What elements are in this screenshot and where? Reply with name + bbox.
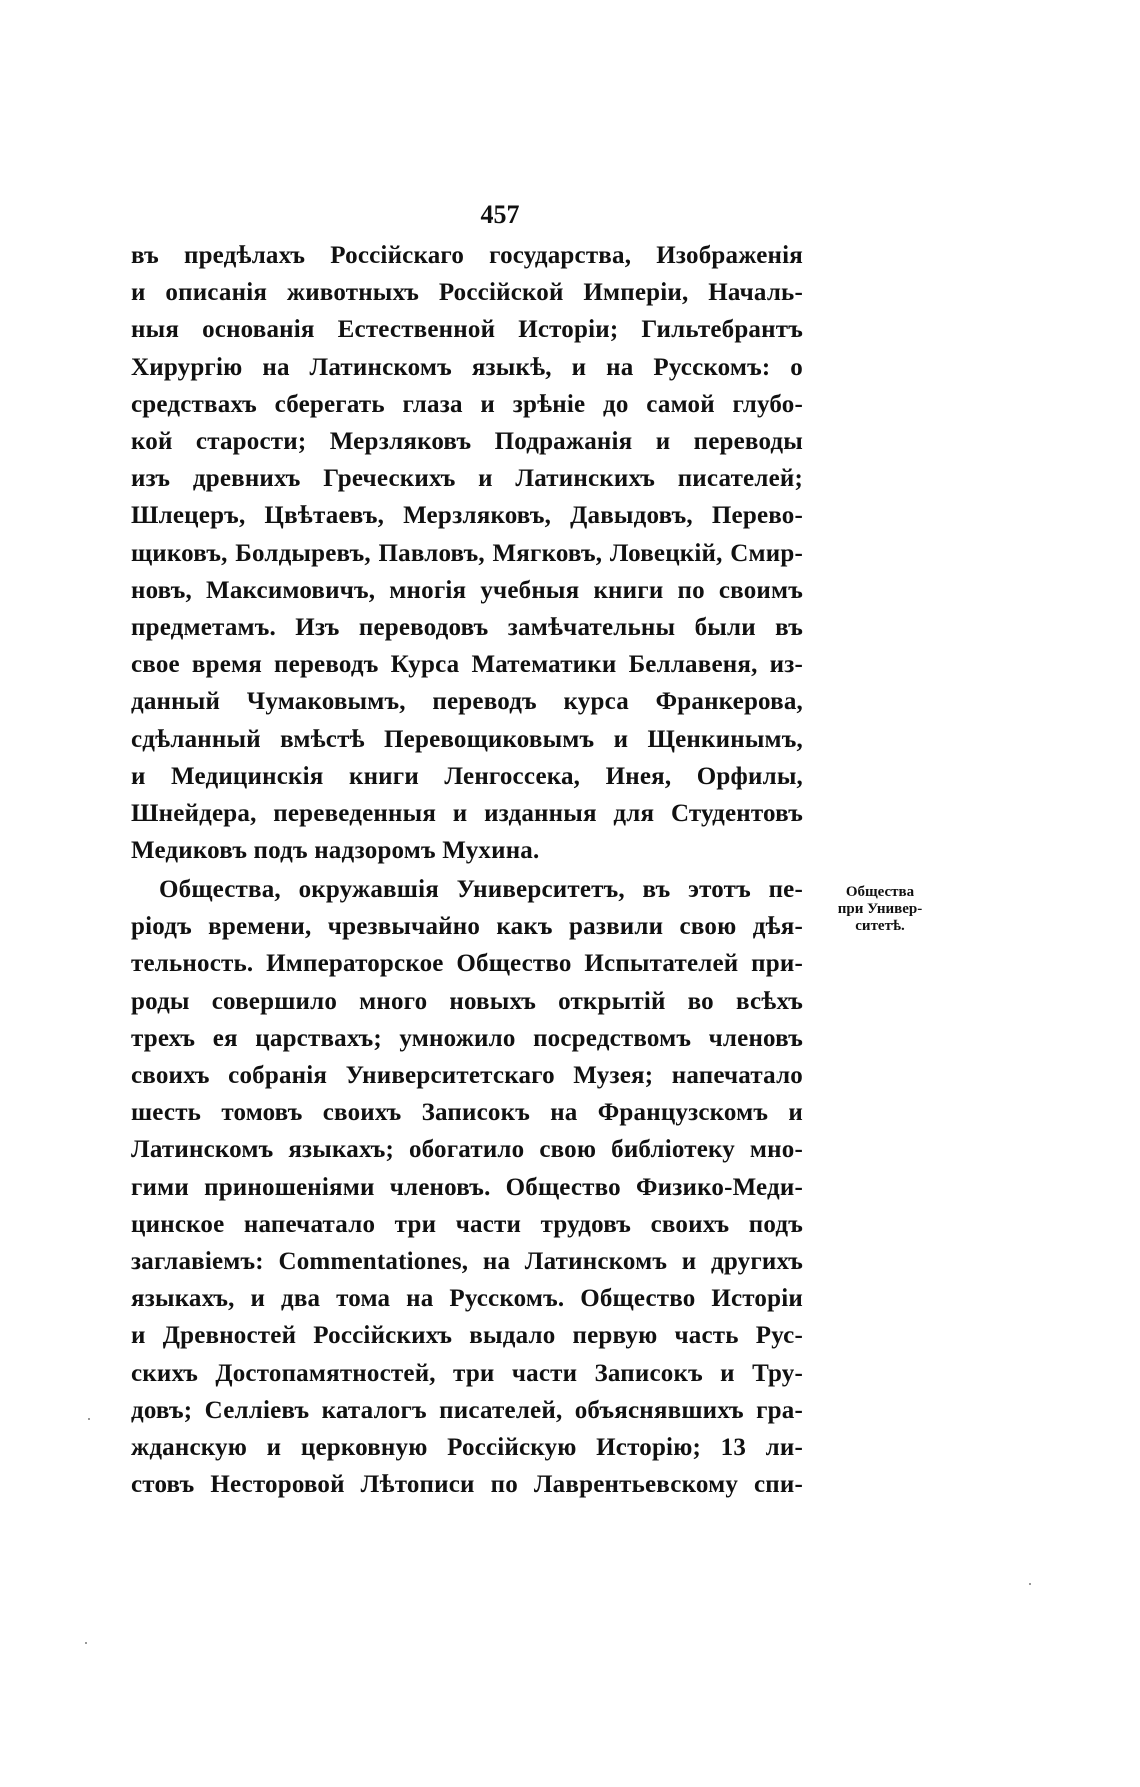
text-line: кой старости; Мерзляковъ Подражанія и переводы: [131, 428, 803, 456]
page-number: 457: [480, 200, 520, 229]
speck: [1029, 1583, 1031, 1585]
text-line: языкахъ, и два тома на Русскомъ. Общество Исторіи: [131, 1285, 803, 1313]
text-line: и описанія животныхъ Россійской Имперіи, Началь-: [131, 279, 803, 307]
text-line: Шнейдера, переведенныя и изданныя для Студентовъ: [131, 800, 803, 828]
text-line: изъ древнихъ Греческихъ и Латинскихъ писателей;: [131, 465, 803, 493]
text-line: шесть томовъ своихъ Записокъ на Французскомъ и: [131, 1099, 803, 1127]
text-line: тельность. Императорское Общество Испытателей при-: [131, 950, 803, 978]
text-line: свое время переводъ Курса Математики Беллавеня, из-: [131, 651, 803, 679]
text-line: Общества, окружавшія Университетъ, въ этотъ пе-: [159, 876, 803, 903]
paragraph-continuation: [131, 237, 803, 869]
text-line: Шлецеръ, Цвѣтаевъ, Мерзляковъ, Давыдовъ, Перево-: [131, 502, 803, 530]
text-line: Латинскомъ языкахъ; обогатило свою библіотеку мно-: [131, 1136, 803, 1164]
text-line: данный Чумаковымъ, переводъ курса Франкерова,: [131, 688, 803, 716]
text-line: стовъ Несторовой Лѣтописи по Лаврентьевскому спи-: [131, 1471, 803, 1499]
text-line: жданскую и церковную Россійскую Исторію; 13 ли-: [131, 1434, 803, 1462]
text-line: новъ, Максимовичъ, многія учебныя книги по своимъ: [131, 576, 803, 604]
text-line: гими приношеніями членовъ. Общество Физико-Меди-: [131, 1173, 803, 1201]
text-line: щиковъ, Болдыревъ, Павловъ, Мягковъ, Ловецкій, Смир-: [131, 539, 803, 567]
text-line: и Древностей Россійскихъ выдало первую часть Рус-: [131, 1322, 803, 1350]
text-line: трехъ ея царствахъ; умножило посредствомъ членовъ: [131, 1024, 803, 1052]
text-line: роды совершило много новыхъ открытій во всѣхъ: [131, 987, 803, 1015]
margin-note-line: Общества: [845, 884, 915, 900]
text-line: въ предѣлахъ Россійскаго государства, Изображенія: [131, 242, 803, 269]
text-line: средствахъ сберегать глаза и зрѣніе до самой глубо-: [131, 390, 803, 418]
speck: [85, 1642, 87, 1644]
margin-note-line: ситетѣ.: [855, 918, 905, 934]
text-line: скихъ Достопамятностей, три части Записокъ и Тру-: [131, 1359, 803, 1387]
text-line: и Медицинскія книги Ленгоссека, Инея, Орфилы,: [131, 762, 803, 790]
text-line: цинское напечатало три части трудовъ своихъ подъ: [131, 1210, 803, 1238]
text-line: ныя основанія Естественной Исторіи; Гильтебрантъ: [131, 316, 803, 344]
margin-note-line: при Универ-: [837, 901, 923, 917]
text-line: заглавіемъ: Commentationes, на Латинскомъ и другихъ: [131, 1248, 803, 1276]
text-line: своихъ собранія Университетскаго Музея; напечатало: [131, 1062, 803, 1090]
text-line: предметамъ. Изъ переводовъ замѣчательны были въ: [131, 614, 803, 642]
text-line: ріодъ времени, чрезвычайно какъ развили свою дѣя-: [131, 913, 803, 941]
margin-note: [825, 884, 935, 935]
text-line: довъ; Селліевъ каталогъ писателей, объяснявшихъ гра-: [131, 1396, 803, 1424]
text-line: сдѣланный вмѣстѣ Перевощиковымъ и Щенкинымъ,: [131, 725, 803, 753]
text-line: Хирургію на Латинскомъ языкѣ, и на Русскомъ: о: [131, 353, 803, 381]
paragraph-societies: [131, 871, 803, 1503]
speck: [88, 1418, 90, 1420]
text-line: Медиковъ подъ надзоромъ Мухина.: [131, 837, 540, 865]
